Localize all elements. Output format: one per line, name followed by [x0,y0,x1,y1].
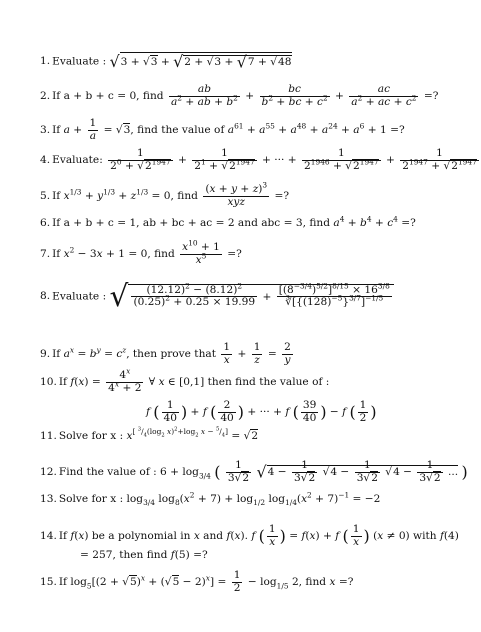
question-label: Evaluate: [52,154,103,167]
question-expression: = 257, then find f(5) =? [80,549,208,561]
question-number: 2. [40,90,51,103]
question-label: Solve for x : [58,430,124,442]
question-6 [40,214,466,230]
question-number: 6. [40,217,51,229]
question-12 [40,460,466,484]
question-label: Solve for x : [58,493,124,505]
question-number: 8. [40,290,51,303]
question-label: If a + b + c = 1, ab + bc + ac = 2 and abc = 3, find [52,217,330,229]
question-14: 14. If f(x) be a polynomial in x and f(x). f ( $\frac{1}{x}$ ) = f(x) + f ( $\frac{1}{x}$ ) (x ≠ 0) with f(4) = 257, then find f(5) =? [40,523,459,561]
question-label: If a + b + c = 0, find [52,90,164,103]
question-expression: $6 + \log_{3/4}$ ( $\frac{1}{3√2}$ √4 − $\frac{1}{3√2}$ √4 − $\frac{1}{3√2}$ √4 − $\frac{1}{3√2}$ ... ) [160,459,468,484]
question-expression: x[ 3/4(log2 x)2+log2 x − 5/4] = √2 [126,427,259,442]
question-number: 1. [40,55,51,68]
question-4 [40,147,477,172]
question-expression: $\log_{3/4} \log_8(x^2 + 7) + \log_{1/2} \log_{1/4}(x^2 + 7)^{-1} = -2$ [126,490,381,508]
question-expression: √ $\frac{(12.12)^2 - (8.12)^2}{(0.25)^2 + 0.25 \times 19.99}$ + $\frac{[(8^{-3/4})^{5/2}]^{8/15} \times 16^{3/8}}{∛[\{(128)^{-5}\}^{3/7}]^{-1/5}}$ [110,280,394,313]
question-expression: $\frac{ab}{a^2 + ab + b^2}$ + $\frac{bc}{b^2 + bc + c^2}$ + $\frac{ac}{a^2 + ac + c^2}$ =? [170,83,439,108]
question-label: Evaluate : [52,290,107,303]
question-expression: $\frac{1}{2^0 + √2^{1947}}$ + $\frac{1}{2^1 + √2^{1947}}$ + ··· + $\frac{1}{2^{1946} + √2^{1947}}$ + $\frac{1}{2^{1947} + √2^{1947}}$ [110,147,477,172]
question-5: 5. If $x^{1/3} + y^{1/3} + z^{1/3} = 0$, find $\frac{(x + y + z)^3}{\text{xyz}}$ =? [40,180,290,208]
question-1 [40,52,466,70]
question-expression: f ( $\frac{1}{40}$ ) + f ( $\frac{2}{40}$ ) + ··· + f ( $\frac{39}{40}$ ) − f ( $\frac{1}{2}$ ) [146,399,377,424]
question-expression: $a^4 + b^4 + c^4$ =? [333,214,416,229]
question-2 [40,84,466,108]
question-7: 7. If $x^2 - 3x + 1 = 0$, find $\frac{x^{10} + 1}{x^5}$ =? [40,238,242,266]
question-9: 9. If $a^x = b^y = c^z$, then prove that $\frac{1}{x}$ + $\frac{1}{z}$ = $\frac{2}{y}$ [40,341,291,366]
question-number: 11. [40,430,57,442]
question-label: Find the value of : [58,466,157,479]
question-15: 15. If $\log_5[(2 + √5)^x + (√5 - 2)^x]$ = $\frac{1}{2}$ − $\log_{1/5} 2$, find x =? [40,569,354,594]
question-3: 3. If a + $\frac{1}{a}$ = √3, find the value of $a^{61} + a^{55} + a^{48} + a^{24} + a^6 + 1$ =? [40,117,405,142]
question-label: Evaluate : [52,55,107,68]
question-8 [40,280,466,313]
question-13 [40,490,466,508]
question-expression: √3 + √3 + √2 + √3 + √7 + √48 [109,52,292,71]
question-number: 13. [40,493,57,505]
question-11 [40,427,466,443]
question-number: 12. [40,466,57,479]
question-10: 10. If f(x) = $\frac{4^x}{4^x + 2}$ ∀ x ∈ [0,1] then find the value of : f ( $\frac{1}{40}$ ) + f ( $\frac{2}{40}$ ) + ··· + f ( $\frac{39}{40}$ ) − f ( $\frac{1}{2}$ ) [40,366,377,424]
question-number: 4. [40,154,51,167]
